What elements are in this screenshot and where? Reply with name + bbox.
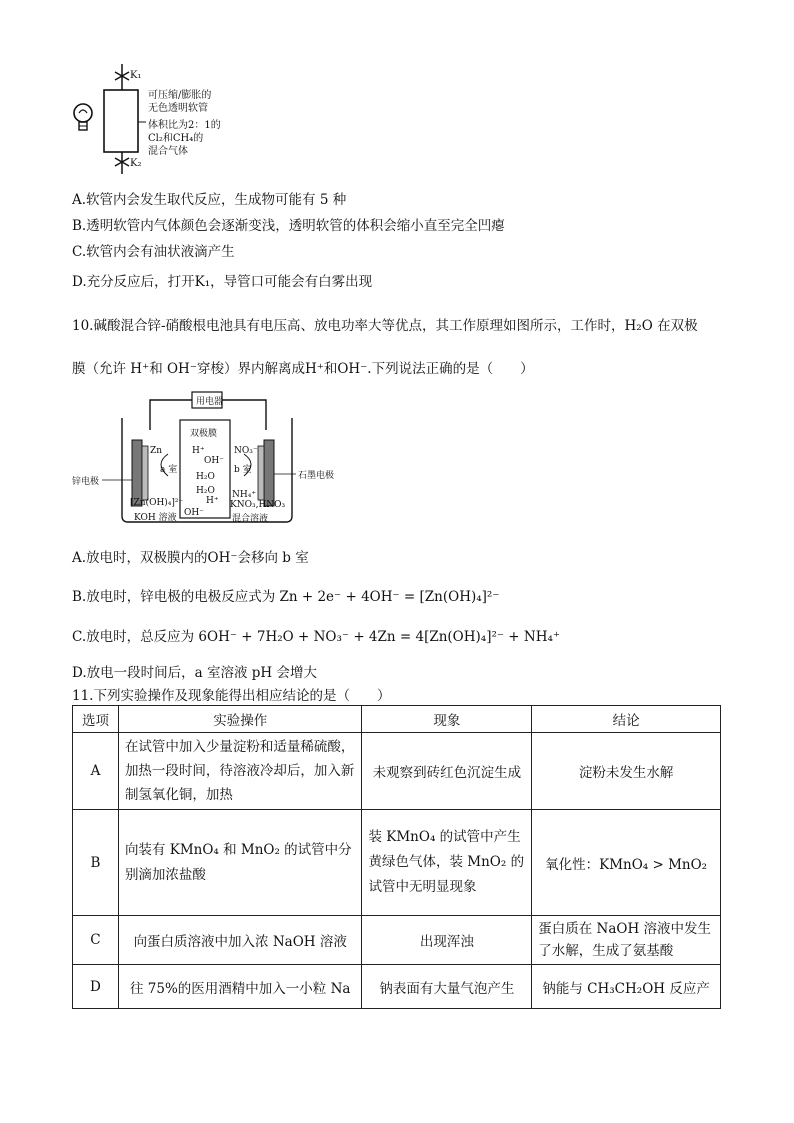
experiment-table — [72, 705, 721, 1009]
row-phenomenon: 钠表面有大量气泡产生 — [362, 965, 532, 1009]
room-b-label: b 室 — [234, 465, 252, 475]
row-option: D — [73, 965, 119, 1009]
right-solution-line2: 混合溶液 — [232, 514, 269, 524]
q10-option-c: C.放电时，总反应为 6OH⁻ + 7H₂O + NO₃⁻ + 4Zn = 4[Zn(OH)₄]²⁻ + NH₄⁺ — [72, 629, 561, 645]
header-operation: 实验操作 — [118, 706, 362, 733]
table-row — [73, 965, 721, 1009]
row-option: C — [73, 916, 119, 965]
battery-diagram — [72, 388, 335, 528]
table-row — [73, 916, 721, 965]
left-solution-line2: KOH 溶液 — [134, 513, 177, 523]
q10-stem-line1: 10.碱酸混合锌-硝酸根电池具有电压高、放电功率大等优点，其工作原理如图所示，工作时，H₂O 在双极 — [72, 318, 698, 334]
table-header-row — [73, 706, 721, 733]
q10-option-b: B.放电时，锌电极的电极反应式为 Zn + 2e⁻ + 4OH⁻ = [Zn(OH)₄]²⁻ — [72, 589, 500, 605]
row-operation: 往 75%的医用酒精中加入一小粒 Na — [118, 965, 362, 1009]
tube-desc-line3: 体积比为2：1的 — [148, 120, 221, 131]
row-conclusion: 钠能与 CH₃CH₂OH 反应产 — [532, 965, 721, 1009]
q9-option-d: D.充分反应后，打开K₁，导管口可能会有白雾出现 — [72, 274, 373, 290]
row-operation: 向蛋白质溶液中加入浓 NaOH 溶液 — [118, 916, 362, 965]
oh-minus-label-top: OH⁻ — [204, 456, 224, 466]
row-operation: 在试管中加入少量淀粉和适量稀硫酸，加热一段时间，待溶液冷却后，加入新制氢氧化铜，加热 — [118, 733, 362, 810]
header-option: 选项 — [73, 706, 119, 733]
zn-label: Zn — [150, 446, 163, 456]
device-label: 用电器 — [196, 397, 224, 407]
membrane-label: 双极膜 — [190, 429, 218, 439]
q9-option-c: C.软管内会有油状液滴产生 — [72, 244, 235, 260]
row-phenomenon: 未观察到砖红色沉淀生成 — [362, 733, 532, 810]
tube-desc-line2: 无色透明软管 — [148, 103, 208, 114]
oh-minus-label-bottom: OH⁻ — [184, 508, 204, 518]
zinc-electrode-label: 锌电极 — [72, 477, 100, 487]
valve-k2-label: K₂ — [130, 158, 142, 169]
table-row — [73, 733, 721, 810]
valve-k1-label: K₁ — [130, 70, 142, 81]
tube-desc-line5: 混合气体 — [148, 146, 188, 157]
figure-q9 — [60, 62, 260, 182]
row-phenomenon: 装 KMnO₄ 的试管中产生黄绿色气体，装 MnO₂ 的试管中无明显现象 — [362, 810, 532, 916]
right-solution-line1: KNO₃,HNO₃ — [230, 500, 286, 510]
room-a-label: a 室 — [160, 465, 178, 475]
nh4-label: NH₄⁺ — [232, 490, 257, 500]
q10-option-d: D.放电一段时间后，a 室溶液 pH 会增大 — [72, 665, 317, 681]
figure-q10 — [72, 388, 335, 528]
light-bulb-icon — [72, 102, 94, 134]
left-solution-line1: [Zn(OH)₄]²⁻ — [130, 498, 184, 508]
graphite-electrode-label: 石墨电极 — [298, 471, 335, 481]
header-phenomenon: 现象 — [362, 706, 532, 733]
h2o-label-1: H₂O — [196, 472, 215, 482]
row-option: B — [73, 810, 119, 916]
table-row — [73, 810, 721, 916]
row-phenomenon: 出现浑浊 — [362, 916, 532, 965]
row-conclusion: 氧化性：KMnO₄ > MnO₂ — [532, 810, 721, 916]
tube-desc-line1: 可压缩/膨胀的 — [148, 90, 212, 101]
header-conclusion: 结论 — [532, 706, 721, 733]
h-plus-label-bottom: H⁺ — [206, 496, 219, 506]
q10-stem-line2: 膜（允许 H⁺和 OH⁻穿梭）界内解离成H⁺和OH⁻.下列说法正确的是（ ） — [72, 361, 534, 377]
tube-desc-line4: Cl₂和CH₄的 — [148, 133, 204, 144]
q9-option-a: A.软管内会发生取代反应，生成物可能有 5 种 — [72, 192, 347, 208]
q11-stem: 11.下列实验操作及现象能得出相应结论的是（ ） — [72, 688, 391, 704]
row-conclusion: 淀粉未发生水解 — [532, 733, 721, 810]
h2o-label-2: H₂O — [196, 486, 215, 496]
row-conclusion: 蛋白质在 NaOH 溶液中发生了水解，生成了氨基酸 — [532, 916, 721, 965]
no3-label: NO₃⁻ — [234, 446, 258, 456]
q10-option-a: A.放电时，双极膜内的OH⁻会移向 b 室 — [72, 550, 309, 566]
q9-option-b: B.透明软管内气体颜色会逐渐变浅，透明软管的体积会缩小直至完全凹瘪 — [72, 218, 505, 234]
h-plus-label: H⁺ — [192, 446, 205, 456]
row-operation: 向装有 KMnO₄ 和 MnO₂ 的试管中分别滴加浓盐酸 — [118, 810, 362, 916]
row-option: A — [73, 733, 119, 810]
